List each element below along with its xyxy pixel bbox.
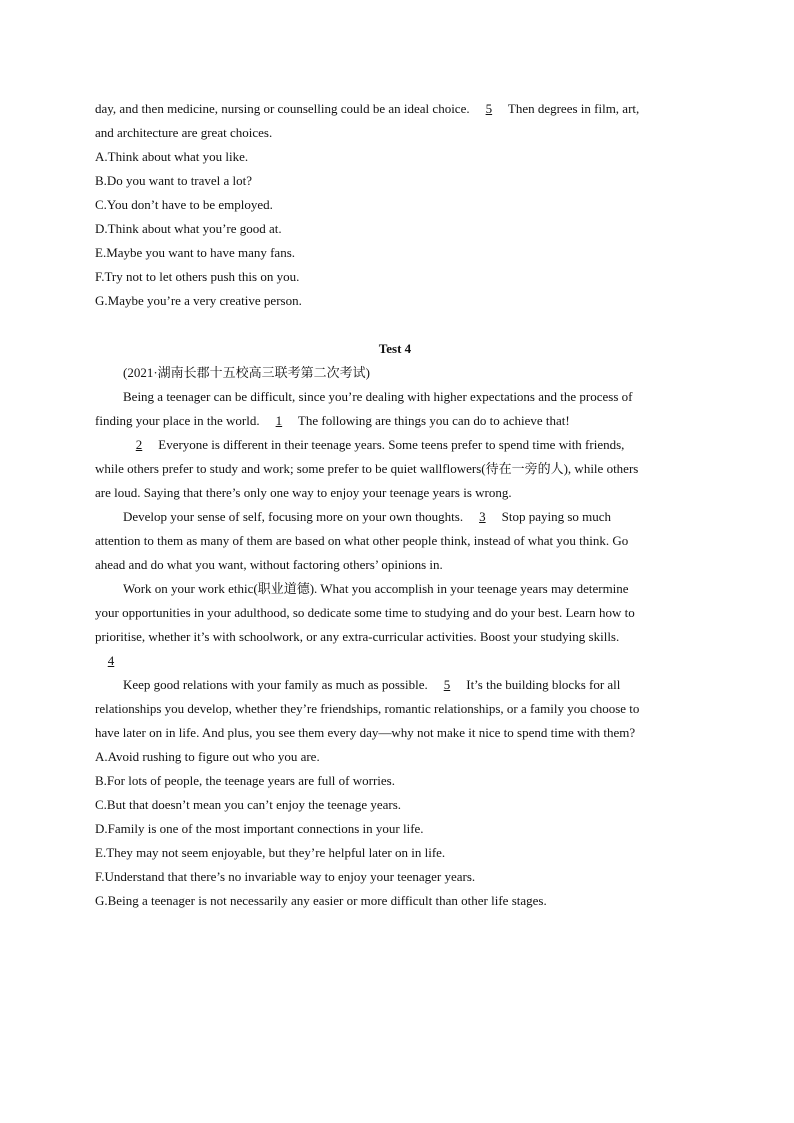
paragraph-line: ahead and do what you want, without factoring others’ opinions in.: [95, 557, 443, 572]
option-item: B.For lots of people, the teenage years are full of worries.: [95, 773, 395, 788]
paragraph-line: attention to them as many of them are based on what other people think, instead of what you think. Go: [95, 533, 629, 548]
answer-blank-4: 4: [107, 653, 115, 668]
text-segment: day, and then medicine, nursing or counselling could be an ideal choice.: [95, 101, 473, 116]
option-item: G.Maybe you’re a very creative person.: [95, 293, 302, 308]
answer-blank-5: 5: [443, 677, 451, 692]
paragraph-line: while others prefer to study and work; some prefer to be quiet wallflowers(待在一旁的人), while others: [95, 461, 639, 476]
text-segment: Everyone is different in their teenage years. Some teens prefer to spend time with friends,: [155, 437, 625, 452]
option-item: F.Understand that there’s no invariable way to enjoy your teenager years.: [95, 869, 476, 884]
paragraph-line: are loud. Saying that there’s only one way to enjoy your teenage years is wrong.: [95, 485, 512, 500]
options-list: [95, 745, 695, 913]
answer-blank-5: 5: [485, 101, 493, 116]
answer-blank-3: 3: [479, 509, 486, 524]
prev-options-list: [95, 145, 695, 313]
answer-blank-1: 1: [275, 413, 283, 428]
option-item: F.Try not to let others push this on you.: [95, 269, 300, 284]
paragraph-line: have later on in life. And plus, you see them every day—why not make it nice to spend time with them?: [95, 725, 636, 740]
text-segment: Stop paying so much: [498, 509, 612, 524]
text-segment: Develop your sense of self, focusing more on your own thoughts.: [123, 509, 467, 524]
answer-blank-2: 2: [135, 437, 143, 452]
prev-passage-line: and architecture are great choices.: [95, 125, 273, 140]
document-body: [95, 97, 695, 913]
option-item: E.Maybe you want to have many fans.: [95, 245, 296, 260]
paragraph-line: [95, 505, 695, 529]
option-item: C.But that doesn’t mean you can’t enjoy the teenage years.: [95, 797, 402, 812]
paragraph-line: [95, 625, 695, 649]
section-title: Test 4: [378, 341, 412, 356]
blank-underline-start: [619, 629, 623, 644]
paragraph-line: [95, 649, 695, 673]
option-item: D.Think about what you’re good at.: [95, 221, 282, 236]
paragraph-line: your opportunities in your adulthood, so dedicate some time to studying and do your best. Learn how to: [95, 605, 635, 620]
paragraph-line: [95, 433, 695, 457]
text-segment: Then degrees in film, art,: [504, 101, 640, 116]
source-note: (2021·湖南长郡十五校高三联考第二次考试): [123, 365, 370, 380]
paragraph-line: relationships you develop, whether they’re friendships, romantic relationships, or a family you choose to: [95, 701, 640, 716]
text-segment: finding your place in the world.: [95, 413, 263, 428]
prev-passage-line: [95, 97, 695, 121]
option-item: E.They may not seem enjoyable, but they’re helpful later on in life.: [95, 845, 446, 860]
option-item: C.You don’t have to be employed.: [95, 197, 273, 212]
option-item: G.Being a teenager is not necessarily any easier or more difficult than other life stages.: [95, 893, 547, 908]
option-item: D.Family is one of the most important connections in your life.: [95, 821, 424, 836]
paragraph-line: Work on your work ethic(职业道德). What you accomplish in your teenage years may determine: [123, 581, 629, 596]
paragraph-line: [95, 409, 695, 433]
option-item: A.Think about what you like.: [95, 149, 249, 164]
text-segment: The following are things you can do to achieve that!: [294, 413, 570, 428]
option-item: A.Avoid rushing to figure out who you are.: [95, 749, 320, 764]
paragraph-line: [95, 673, 695, 697]
paragraph-line: Being a teenager can be difficult, since you’re dealing with higher expectations and the process of: [123, 389, 633, 404]
text-segment: Keep good relations with your family as much as possible.: [123, 677, 431, 692]
option-item: B.Do you want to travel a lot?: [95, 173, 253, 188]
text-segment: It’s the building blocks for all: [462, 677, 621, 692]
text-segment: prioritise, whether it’s with schoolwork, or any extra-curricular activities. Boost your studying skills.: [95, 629, 620, 644]
